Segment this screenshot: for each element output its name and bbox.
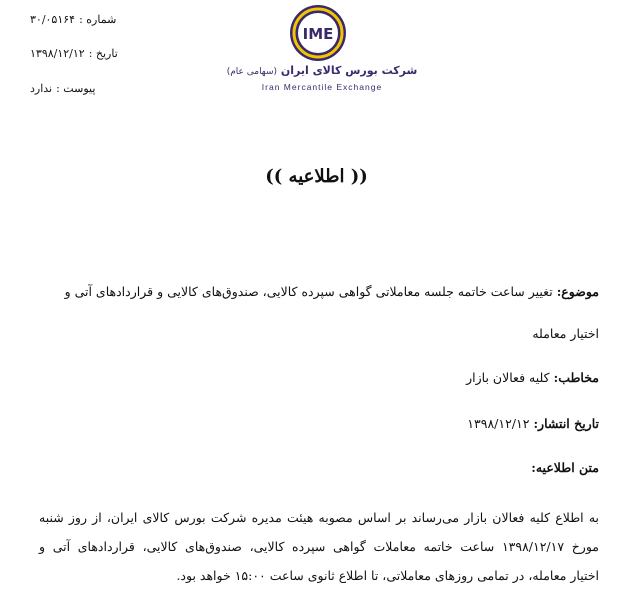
letter-number-label: شماره : [79, 13, 117, 26]
body-line-3: اختیار معامله، در تمامی روزهای معاملاتی، تا اطلاع ثانوی ساعت ۱۵:۰۰ خواهد بود. [176, 568, 599, 583]
company-name-fa-text: شرکت بورس کالای ایران [280, 64, 418, 77]
letter-attachment-label: پیوست : [56, 82, 96, 95]
letter-attachment-value: ندارد [30, 82, 53, 95]
body-paragraph [39, 503, 599, 590]
body-label-line [527, 460, 599, 475]
letter-attachment [30, 82, 95, 96]
subject-line-2: اختیار معامله [532, 326, 599, 341]
letter-date-value: ۱۳۹۸/۱۲/۱۲ [30, 47, 85, 60]
body-line-1: به اطلاع کلیه فعالان بازار می‌رساند بر اساس مصوبه هیئت مدیره شرکت بورس کالای ایران، از روز شنبه [39, 510, 599, 525]
audience-line [466, 370, 599, 385]
audience-label: مخاطب: [553, 370, 599, 385]
subject-line [65, 284, 599, 299]
subject-label: موضوع: [556, 284, 599, 299]
publish-date-label: تاریخ انتشار: [533, 416, 599, 431]
letter-date [30, 47, 118, 61]
subject-text-1: تغییر ساعت خاتمه جلسه معاملاتی گواهی سپرده کالایی، صندوق‌های کالایی و قراردادهای آتی و [64, 284, 553, 299]
audience-value: کلیه فعالان بازار [466, 370, 550, 385]
ime-logo-icon [282, 2, 354, 64]
body-line-2: مورخ ۱۳۹۸/۱۲/۱۷ ساعت خاتمه معاملات گواهی سپرده کالایی، صندوق‌های کالایی، قراردادهای آتی و [39, 539, 599, 554]
company-name-en: Iran Mercantile Exchange [261, 82, 383, 92]
letter-date-label: تاریخ : [88, 47, 118, 60]
company-name-fa [222, 64, 422, 77]
company-name-fa-sub: (سهامی عام) [226, 67, 278, 77]
letter-number-value: ۳۰/۰۵۱۶۴ [30, 13, 76, 26]
letter-number [30, 13, 116, 27]
publish-date-value: ۱۳۹۸/۱۲/۱۲ [467, 416, 530, 431]
publish-date-line [467, 416, 599, 431]
body-label: متن اطلاعیه: [531, 460, 599, 475]
notice-title: (( اطلاعیه )) [265, 166, 368, 187]
logo-mark-text: IME [302, 25, 334, 43]
